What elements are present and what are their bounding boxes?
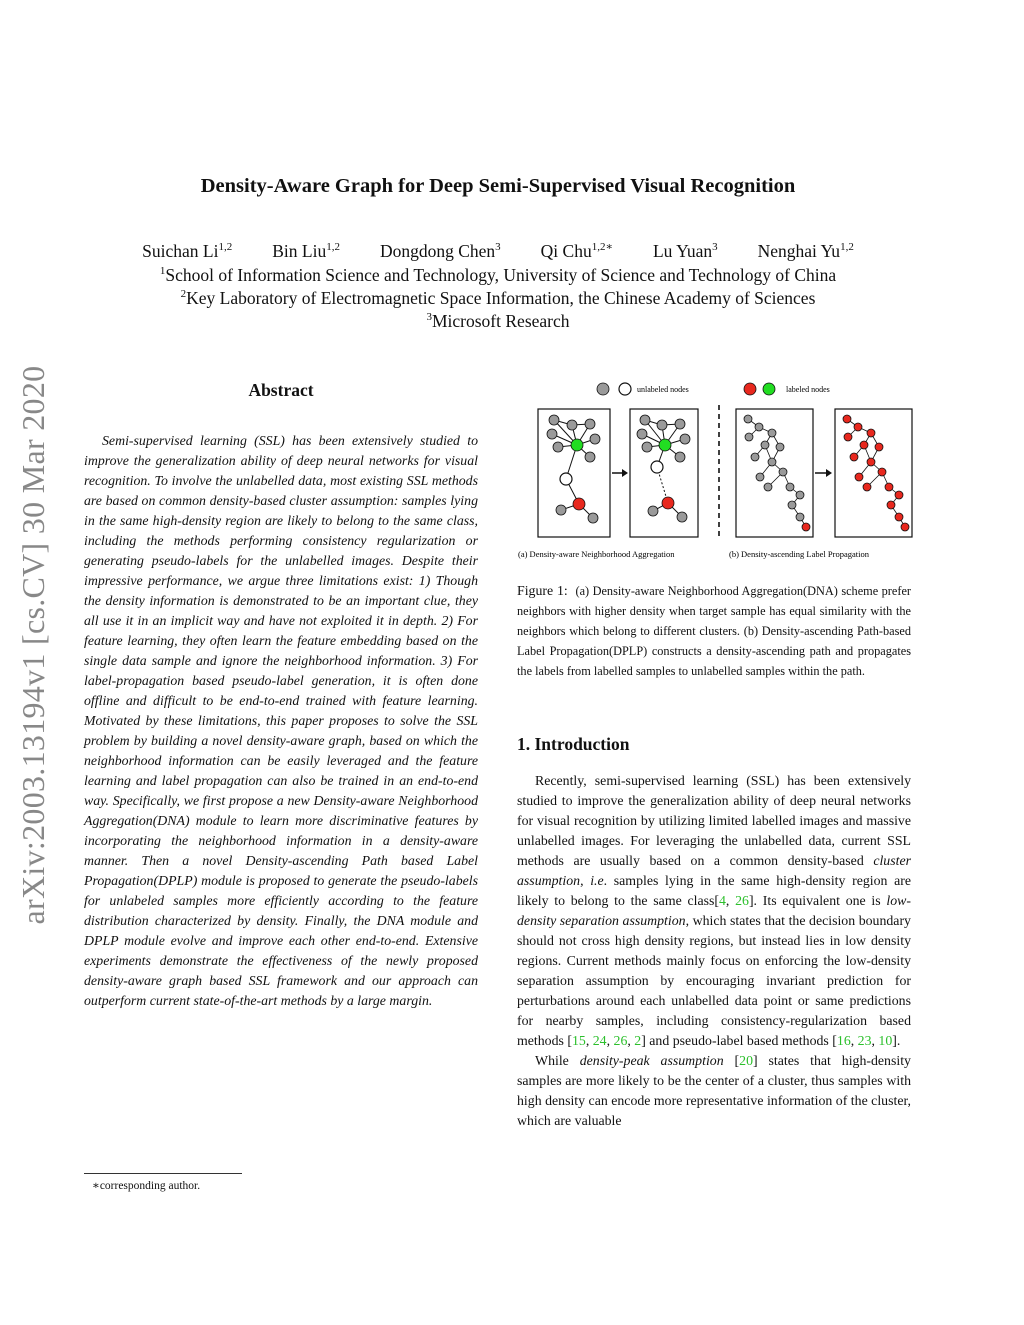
- graph-node: [855, 473, 863, 481]
- a2-target-node: [651, 461, 663, 473]
- graph-node: [590, 434, 600, 444]
- graph-node: [585, 452, 595, 462]
- figure-caption-label: Figure 1:: [517, 583, 568, 598]
- citation-link[interactable]: 2: [634, 1033, 642, 1048]
- citation-link[interactable]: 10: [878, 1033, 893, 1048]
- abstract-heading: Abstract: [248, 380, 314, 400]
- paper-title: Density-Aware Graph for Deep Semi-Supervised Visual Recognition: [200, 175, 796, 197]
- a1-target-node: [560, 473, 572, 485]
- arxiv-sidebar-id: arXiv:2003.13194v1 [cs.CV] 30 Mar 2020: [15, 365, 51, 925]
- graph-node: [744, 415, 752, 423]
- intro-paragraph-1: Recently, semi-supervised learning (SSL) has been extensively studied to improve the generalization ability of deep neural networks for visual recognition by utilizing limited labelled images and massive unlabelled images. For leveraging the unlabelled data, current SSL methods are usually based on a common density-based cluster assumption, i.e. samples lying in the same high-density region are likely to belong to the same class[4, 26]. Its equivalent one is low-density separation assumption, which states that the decision boundary should not cross high density regions, but instead lies in low density regions. Current methods mainly focus on enforcing the low-density separation assumption by encouraging invariant prediction for perturbations around each unlabelled data point or same predictions for nearby samples, including consistency-regularization based methods [15, 24, 26, 2] and pseudo-label based methods [16, 23, 10].: [517, 773, 912, 1048]
- graph-node: [680, 434, 690, 444]
- graph-node: [875, 443, 883, 451]
- citation-link[interactable]: 20: [739, 1053, 753, 1068]
- author-4: Qi Chu$^{1,2∗}$: [540, 241, 613, 261]
- intro-paragraph-2: While density-peak assumption [20] states that high-density samples are more likely to be the center of a cluster, thus samples with high density can encode more representative information of the cluster, which are valuable: [517, 1053, 911, 1128]
- legend-unlabeled-gray-node: [597, 383, 609, 395]
- citation-link[interactable]: 26: [735, 893, 749, 908]
- citation-link[interactable]: 24: [592, 1033, 607, 1048]
- citation-link[interactable]: 26: [613, 1033, 628, 1048]
- abstract-body: [84, 431, 478, 1011]
- graph-node: [677, 512, 687, 522]
- abstract-text: Semi-supervised learning (SSL) has been extensively studied to improve the generalization ability of deep neural networks for visual recognition. To involve the unlabelled data, most existing SSL methods are based on common density-based cluster assumption: samples lying in the same high-density region are likely to belong to the same class, including the methods performing consistency regularization or generating pseudo-labels for the unlabelled images. Despite their impressive performance, we argue three limitations exist: 1) Though the density information is demonstrated to be an important clue, they all use it in an implicit way and have not exploited it in depth. 2) For feature learning, they often learn the feature embedding based on the single data sample and ignore the neighborhood information. 3) For label-propagation based pseudo-label generation, it is often done offline and difficult to be end-to-end trained with feature learning. Motivated by these limitations, this paper proposes to solve the SSL problem by building a novel density-aware graph, based on which the neighborhood information can be easily leveraged and the feature learning and label propagation can also be trained in an end-to-end way. Specifically, we first propose a new Density-aware Neighborhood Aggregation(DNA) module to learn more discriminative features by incorporating the neighborhood information in a density-aware manner. Then a novel Density-ascending Path based Label Propagation(DPLP) module is proposed to generate the pseudo-labels for unlabeled samples more efficiently according to the feature distribution characterized by density. Finally, the DNA module and DPLP module evolve and improve each other end-to-end. Extensive experiments demonstrate the effectiveness of the newly proposed density-aware graph based SSL framework and our approach can outperform current state-of-the-art methods by a large margin.: [84, 433, 478, 1008]
- figure-caption-text: (a) Density-aware Neighborhood Aggregation(DNA) scheme prefer neighbors with higher density when target sample has equal similarity with the neighbors which belong to different clusters. (b) Density-ascending Path-based Label Propagation(DPLP) constructs a density-ascending path and propagates the labels from labelled samples to unlabelled samples within the path.: [517, 584, 911, 678]
- graph-node: [588, 513, 598, 523]
- graph-node: [850, 453, 858, 461]
- graph-node: [549, 415, 559, 425]
- citation-link[interactable]: 23: [857, 1033, 872, 1048]
- graph-node: [648, 506, 658, 516]
- arrow-a: [622, 469, 628, 477]
- graph-node: [768, 458, 776, 466]
- footnote: ∗corresponding author.: [92, 1180, 201, 1192]
- subcaption-a: (a) Density-aware Neighborhood Aggregation: [518, 549, 675, 559]
- graph-node: [745, 433, 753, 441]
- affiliation-3: $^3$Microsoft Research: [426, 311, 570, 331]
- subcaption-b: (b) Density-ascending Label Propagation: [729, 549, 869, 559]
- graph-node: [788, 501, 796, 509]
- author-3: Dongdong Chen$^3$: [379, 241, 501, 261]
- graph-node: [863, 483, 871, 491]
- legend-unlabeled-label: unlabeled nodes: [637, 385, 689, 394]
- footnote-rule: [84, 1173, 242, 1174]
- intro-body: [517, 771, 911, 1131]
- graph-node: [843, 415, 851, 423]
- graph-node: [867, 429, 875, 437]
- graph-node: [755, 423, 763, 431]
- graph-node: [895, 513, 903, 521]
- graph-node: [585, 419, 595, 429]
- citation-link[interactable]: 16: [836, 1033, 851, 1048]
- graph-node: [567, 420, 577, 430]
- a2-green-node: [659, 439, 671, 451]
- legend-labeled-green-node: [763, 383, 775, 395]
- a1-green-node: [571, 439, 583, 451]
- a1-red-node: [573, 498, 585, 510]
- graph-node: [887, 501, 895, 509]
- author-2: Bin Liu$^{1,2}$: [272, 241, 340, 261]
- graph-node: [675, 452, 685, 462]
- a2-red-node: [662, 497, 674, 509]
- graph-node: [885, 483, 893, 491]
- affiliation-2: $^2$Key Laboratory of Electromagnetic Space Information, the Chinese Academy of Sciences: [180, 288, 816, 308]
- b1-red-node: [802, 523, 810, 531]
- graph-node: [768, 429, 776, 437]
- graph-node: [764, 483, 772, 491]
- graph-node: [640, 415, 650, 425]
- graph-node: [779, 468, 787, 476]
- graph-node: [844, 433, 852, 441]
- graph-node: [854, 423, 862, 431]
- author-list: [0, 241, 996, 262]
- author-6: Nenghai Yu$^{1,2}$: [757, 241, 854, 261]
- graph-node: [637, 429, 647, 439]
- author-5: Lu Yuan$^3$: [652, 241, 718, 261]
- graph-node: [751, 453, 759, 461]
- graph-node: [756, 473, 764, 481]
- graph-node: [796, 491, 804, 499]
- figure-caption: [517, 581, 911, 681]
- graph-node: [878, 468, 886, 476]
- citation-link[interactable]: 15: [571, 1033, 586, 1048]
- graph-node: [547, 429, 557, 439]
- legend-labeled-red-node: [744, 383, 756, 395]
- author-1: Suichan Li$^{1,2}$: [142, 241, 233, 261]
- graph-node: [642, 442, 652, 452]
- arrow-b: [826, 469, 832, 477]
- citation-link[interactable]: 4: [718, 893, 726, 908]
- graph-node: [761, 441, 769, 449]
- graph-node: [553, 442, 563, 452]
- graph-node: [657, 420, 667, 430]
- intro-heading: 1. Introduction: [517, 734, 630, 754]
- graph-node: [901, 523, 909, 531]
- legend-unlabeled-white-node: [619, 383, 631, 395]
- graph-node: [895, 491, 903, 499]
- graph-node: [786, 483, 794, 491]
- graph-node: [860, 441, 868, 449]
- graph-node: [867, 458, 875, 466]
- affiliation-1: $^1$School of Information Science and Technology, University of Science and Technology of China: [159, 265, 837, 285]
- figure-1: [510, 377, 920, 569]
- graph-node: [556, 505, 566, 515]
- graph-node: [776, 443, 784, 451]
- graph-node: [796, 513, 804, 521]
- graph-node: [675, 419, 685, 429]
- legend-labeled-label: labeled nodes: [786, 385, 830, 394]
